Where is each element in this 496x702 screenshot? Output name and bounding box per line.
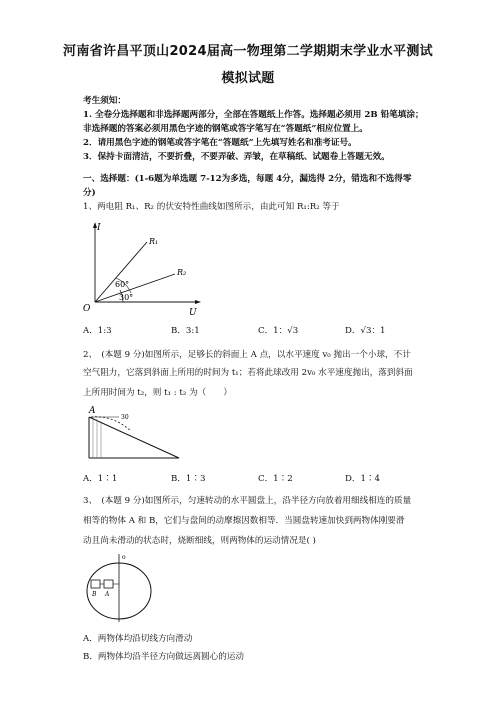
section-heading: 一、选择题：(1-6题为单选题 7-12为多选，每题 4分，漏选得 2分，错选和不选得零	[83, 174, 412, 184]
q3-disk-figure	[83, 550, 163, 626]
q2-option-a: A．1∶1	[83, 474, 118, 484]
section-heading-cont: 分)	[83, 188, 96, 198]
r1-label: R₁	[149, 237, 159, 246]
notice-item-2: 2．请用黑色字迹的钢笔或答字笔在“答题纸”上先填写姓名和准考证号。	[83, 138, 357, 148]
q1-options	[83, 324, 423, 338]
notice-item-3: 3．保持卡面清洁，不要折叠，不要弄破、弄皱，在草稿纸、试题卷上答题无效。	[83, 152, 390, 162]
q2-stem-line-3: 上所用时间为 t₂，则 t₁ : t₂ 为（ ）	[83, 388, 232, 398]
q1-iv-graph	[83, 218, 208, 318]
q2-option-b: B．1∶3	[171, 474, 206, 484]
block-b	[91, 580, 100, 588]
point-a-label: A	[89, 406, 96, 416]
notice-item-1: 1. 全卷分选择题和非选择题两部分，全部在答题纸上作答。选择题必须用 2B 铅笔填涂；	[83, 110, 424, 120]
notice-item-1-cont: 非选择题的答案必须用黑色字迹的钢笔或答字笔写在“答题纸”相应位置上。	[83, 124, 368, 134]
q1-stem: 1、两电阻 R₁、R₂ 的伏安特性曲线如图所示，由此可知 R₁:R₂ 等于	[83, 202, 340, 212]
x-axis-arrow-icon	[195, 300, 201, 304]
q2-option-d: D．1∶4	[345, 474, 381, 484]
q3-option-b: B．两物体均沿半径方向做远离圆心的运动	[83, 652, 245, 662]
q3-stem-line-1: 3、 (本题 9 分)如图所示，匀速转动的水平圆盘上，沿半径方向放着用细线相连的质量	[83, 496, 412, 506]
block-b-label: B	[92, 591, 97, 598]
q2-stem-line-2: 空气阻力，它落到斜面上所用的时间为 t₁；若将此球改用 2v₀ 水平速度抛出，落到斜面	[83, 368, 413, 378]
q2-incline-figure	[83, 404, 183, 460]
q2-stem-line-1: 2、 (本题 9 分)如图所示，足够长的斜面上 A 点，以水平速度 v₀ 抛出一个小球，不计	[83, 350, 411, 360]
angle-60-label: 60°	[115, 280, 130, 289]
angle-label: 30	[121, 414, 129, 421]
block-a	[104, 580, 113, 588]
document-title-line-2: 模拟试题	[221, 71, 275, 86]
block-a-label: A	[105, 591, 110, 598]
q1-option-c: C．1：√3	[258, 326, 299, 336]
q3-option-a: A．两物体均沿切线方向滑动	[83, 634, 193, 644]
angle-30-label: 30°	[119, 293, 134, 302]
document-title-line-1: 河南省许昌平顶山2024届高一物理第二学期期末学业水平测试	[63, 44, 433, 59]
q3-stem-line-2: 相等的物体 A 和 B，它们与盘间的动摩擦因数相等．当圆盘转速加快到两物体刚要滑	[83, 516, 405, 526]
origin-label: O	[83, 304, 91, 314]
y-axis-label: I	[97, 223, 101, 233]
q1-option-d: D．√3：1	[345, 326, 386, 336]
q2-option-c: C．1∶2	[258, 474, 293, 484]
r2-label: R₂	[177, 268, 187, 277]
q3-stem-line-3: 动且尚未滑动的状态时，烧断细线，则两物体的运动情况是( )	[83, 536, 316, 546]
q1-option-a: A．1:3	[83, 326, 112, 336]
q2-options	[83, 472, 423, 486]
incline-slope	[89, 417, 179, 458]
axis-label: o	[122, 554, 126, 561]
q1-option-b: B．3:1	[171, 326, 200, 336]
x-axis-label: U	[189, 308, 197, 318]
notice-heading: 考生须知：	[83, 96, 126, 106]
